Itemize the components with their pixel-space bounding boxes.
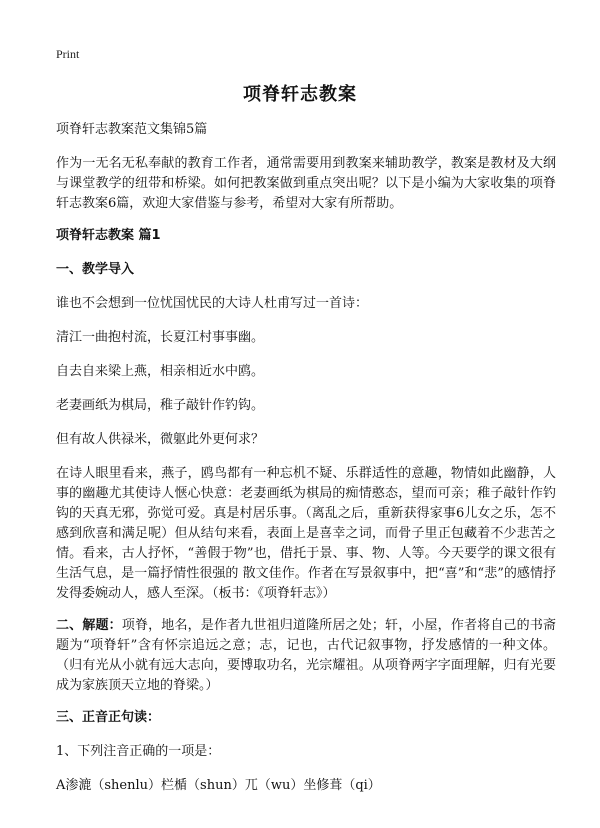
poem-line-2: 自去自来梁上燕，相亲相近水中鸥。 <box>56 364 265 379</box>
poem-line-3: 老妻画纸为棋局，稚子敲针作钓钩。 <box>56 398 265 413</box>
page-title: 项脊轩志教案 <box>243 84 357 105</box>
part2-paragraph <box>56 616 556 696</box>
subtitle: 项脊轩志教案范文集锦5篇 <box>56 122 208 137</box>
print-label: Print <box>56 47 80 61</box>
question-1-option-a: A渗漉（shenlu）栏楯（shun）兀（wu）坐修葺（qi） <box>56 778 381 793</box>
intro-paragraph: 作为一无名无私奉献的教育工作者，通常需要用到教案来辅助教学，教案是教材及大纲与课堂教学的纽带和桥梁。如何把教案做到重点突出呢？以下是小编为大家收集的项脊轩志教案6篇，欢迎大家借鉴与参考，希望对大家有所帮助。 <box>56 156 556 211</box>
poem-line-4: 但有故人供禄米，微躯此外更何求？ <box>56 432 265 447</box>
analysis-paragraph: 在诗人眼里看来，燕子，鸥鸟都有一种忘机不疑、乐群适性的意趣，物情如此幽静，人事的幽趣尤其使诗人惬心快意：老妻画纸为棋局的痴情憨态，望而可亲；稚子敲针作钓钩的天真无邪，弥觉可爱。真是村居乐事。（离乱之后，重新获得家事6儿女之乐，怎不感到欣喜和满足呢）但从结句来看，表面上是喜幸之词，而骨子里正包藏着不少悲苦之情。看来，古人抒怀，“善假于物”也，借托于景、事、物、人等。今天要学的课文很有生活气息，是一篇抒情性很强的 散文佳作。作者在写景叙事中，把“喜”和“悲”的感情抒发得委婉动人，感人至深。（板书：《项脊轩志》） <box>56 466 556 601</box>
poem-line-1: 清江一曲抱村流，长夏江村事事幽。 <box>56 330 265 345</box>
question-1: 1、下列注音正确的一项是： <box>56 744 221 759</box>
document-body <box>56 120 556 810</box>
part1-heading: 一、教学导入 <box>56 262 135 277</box>
part2-label: 二、解题： <box>56 618 122 633</box>
lead-paragraph: 谁也不会想到一位忧国忧民的大诗人杜甫写过一首诗： <box>56 296 369 311</box>
section-title: 项脊轩志教案 篇1 <box>56 228 161 243</box>
part2-text: 项脊，地名，是作者九世祖归道隆所居之处；轩，小屋，作者将自己的书斋题为“项脊轩”含有怀宗追远之意；志，记也，古代记叙事物，抒发感情的一种文体。（归有光从小就有远大志向，要博取功名，光宗耀祖。从项脊两字字面理解，归有光要成为家族顶天立地的脊梁。） <box>56 618 556 693</box>
part3-heading: 三、正音正句读： <box>56 710 161 725</box>
